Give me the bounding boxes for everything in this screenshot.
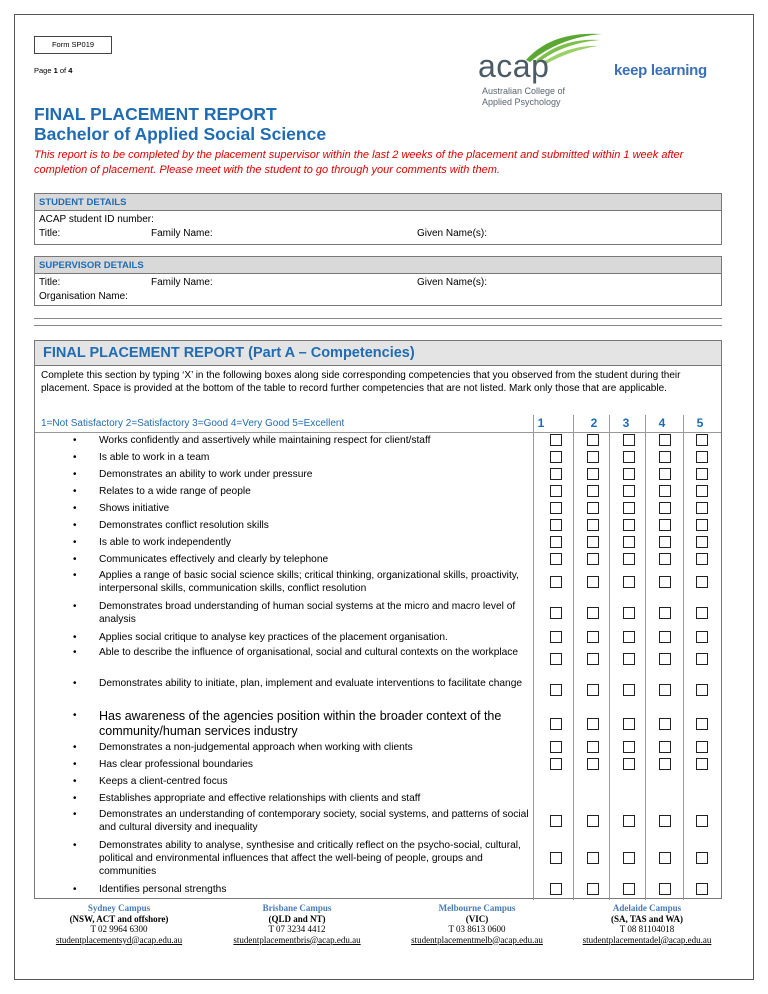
rating-checkbox-3[interactable] bbox=[623, 741, 635, 753]
rating-checkbox-3[interactable] bbox=[623, 607, 635, 619]
rating-checkbox-1[interactable] bbox=[550, 718, 562, 730]
rating-checkbox-5[interactable] bbox=[696, 684, 708, 696]
campus-phone: T 02 9964 6300 bbox=[90, 924, 148, 934]
rating-checkbox-4[interactable] bbox=[659, 468, 671, 480]
form-id: Form SP019 bbox=[51, 40, 95, 49]
student-details-heading: STUDENT DETAILS bbox=[35, 194, 721, 211]
supervisor-given-label[interactable]: Given Name(s): bbox=[417, 277, 488, 288]
scale-1: 1 bbox=[537, 416, 545, 430]
logo-subtitle bbox=[482, 86, 565, 108]
rating-checkbox-4[interactable] bbox=[659, 815, 671, 827]
page-current: 1 bbox=[53, 66, 58, 75]
rating-checkbox-2[interactable] bbox=[587, 553, 599, 565]
rating-checkbox-2[interactable] bbox=[587, 631, 599, 643]
rating-checkbox-3[interactable] bbox=[623, 553, 635, 565]
rating-checkbox-2[interactable] bbox=[587, 741, 599, 753]
rating-checkbox-5[interactable] bbox=[696, 741, 708, 753]
competency-text: Relates to a wide range of people bbox=[99, 486, 251, 497]
part-a-heading: FINAL PLACEMENT REPORT (Part A – Competencies) bbox=[35, 341, 721, 366]
campus-name: Adelaide Campus bbox=[612, 903, 682, 913]
campus-name: Brisbane Campus bbox=[262, 903, 332, 913]
student-title-label[interactable]: Title: bbox=[39, 228, 61, 239]
campus-contact bbox=[222, 903, 372, 945]
rating-checkbox-2[interactable] bbox=[587, 485, 599, 497]
rating-checkbox-4[interactable] bbox=[659, 536, 671, 548]
bullet-icon: • bbox=[73, 809, 77, 820]
supervisor-org-label[interactable]: Organisation Name: bbox=[39, 291, 128, 302]
rating-checkbox-5[interactable] bbox=[696, 758, 708, 770]
competency-text: Is able to work in a team bbox=[99, 452, 210, 463]
rating-checkbox-1[interactable] bbox=[550, 451, 562, 463]
divider bbox=[34, 318, 722, 319]
rating-checkbox-4[interactable] bbox=[659, 485, 671, 497]
rating-checkbox-5[interactable] bbox=[696, 536, 708, 548]
campus-name: Sydney Campus bbox=[87, 903, 151, 913]
rating-checkbox-2[interactable] bbox=[587, 434, 599, 446]
scale-5: 5 bbox=[696, 416, 704, 430]
scale-3: 3 bbox=[622, 416, 630, 430]
bullet-icon: • bbox=[73, 452, 77, 463]
bullet-icon: • bbox=[73, 840, 77, 851]
rating-checkbox-2[interactable] bbox=[587, 883, 599, 895]
competency-text: Is able to work independently bbox=[99, 537, 231, 548]
rating-checkbox-1[interactable] bbox=[550, 576, 562, 588]
logo-sub-line2: Applied Psychology bbox=[482, 97, 561, 107]
rating-checkbox-1[interactable] bbox=[550, 741, 562, 753]
rating-checkbox-2[interactable] bbox=[587, 502, 599, 514]
campus-email[interactable]: studentplacementmelb@acap.edu.au bbox=[411, 934, 543, 945]
logo-wordmark: acap bbox=[478, 48, 550, 84]
rating-scale-row bbox=[35, 415, 721, 433]
bullet-icon: • bbox=[73, 710, 77, 721]
campus-region: (NSW, ACT and offshore) bbox=[69, 913, 169, 924]
rating-checkbox-5[interactable] bbox=[696, 485, 708, 497]
rating-checkbox-2[interactable] bbox=[587, 519, 599, 531]
rating-checkbox-4[interactable] bbox=[659, 451, 671, 463]
campus-phone: T 08 81104018 bbox=[619, 924, 675, 934]
intro-instructions: This report is to be completed by the placement supervisor within the last 2 weeks of the placement and submitted within 1 week after completion of placement. Please meet with the student to go through your comments with them. bbox=[34, 149, 684, 176]
rating-checkbox-1[interactable] bbox=[550, 653, 562, 665]
competency-text: Demonstrates ability to analyse, synthesise and critically reflect on the psycho-social, cultural, political and environmental influences that affect the well-being of people, groups and communities bbox=[99, 840, 521, 877]
competency-text: Applies social critique to analyse key practices of the placement organisation. bbox=[99, 632, 448, 643]
rating-checkbox-1[interactable] bbox=[550, 684, 562, 696]
report-subtitle: Bachelor of Applied Social Science bbox=[34, 124, 327, 144]
rating-checkbox-3[interactable] bbox=[623, 883, 635, 895]
rating-checkbox-1[interactable] bbox=[550, 607, 562, 619]
rating-checkbox-4[interactable] bbox=[659, 434, 671, 446]
rating-checkbox-5[interactable] bbox=[696, 519, 708, 531]
campus-region: (QLD and NT) bbox=[268, 913, 326, 924]
rating-checkbox-5[interactable] bbox=[696, 653, 708, 665]
rating-checkbox-1[interactable] bbox=[550, 519, 562, 531]
bullet-icon: • bbox=[73, 537, 77, 548]
bullet-icon: • bbox=[73, 793, 77, 804]
rating-checkbox-5[interactable] bbox=[696, 718, 708, 730]
rating-checkbox-4[interactable] bbox=[659, 741, 671, 753]
rating-checkbox-4[interactable] bbox=[659, 684, 671, 696]
competency-text: Keeps a client-centred focus bbox=[99, 776, 228, 787]
campus-email[interactable]: studentplacementadel@acap.edu.au bbox=[582, 934, 712, 945]
bullet-icon: • bbox=[73, 776, 77, 787]
rating-checkbox-5[interactable] bbox=[696, 815, 708, 827]
rating-checkbox-5[interactable] bbox=[696, 553, 708, 565]
scale-4: 4 bbox=[658, 416, 666, 430]
student-family-label[interactable]: Family Name: bbox=[151, 228, 213, 239]
rating-checkbox-3[interactable] bbox=[623, 576, 635, 588]
col-divider bbox=[683, 415, 684, 900]
rating-checkbox-1[interactable] bbox=[550, 815, 562, 827]
divider bbox=[34, 325, 722, 326]
bullet-icon: • bbox=[73, 570, 77, 581]
rating-checkbox-1[interactable] bbox=[550, 852, 562, 864]
campus-email[interactable]: studentplacementbris@acap.edu.au bbox=[233, 934, 361, 945]
bullet-icon: • bbox=[73, 742, 77, 753]
competency-text: Demonstrates conflict resolution skills bbox=[99, 520, 269, 531]
rating-checkbox-5[interactable] bbox=[696, 631, 708, 643]
supervisor-details-heading: SUPERVISOR DETAILS bbox=[35, 257, 721, 274]
campus-region: (VIC) bbox=[465, 913, 489, 924]
rating-checkbox-1[interactable] bbox=[550, 553, 562, 565]
rating-checkbox-2[interactable] bbox=[587, 576, 599, 588]
page-number bbox=[34, 66, 72, 75]
competency-text: Able to describe the influence of organisational, social and cultural contexts on the workplace bbox=[99, 647, 519, 658]
campus-contact bbox=[566, 903, 728, 945]
bullet-icon: • bbox=[73, 503, 77, 514]
competency-text: Demonstrates ability to initiate, plan, implement and evaluate interventions to facilitate change bbox=[99, 678, 523, 689]
rating-checkbox-3[interactable] bbox=[623, 758, 635, 770]
page-of: of bbox=[57, 66, 69, 75]
campus-contact bbox=[34, 903, 204, 945]
rating-checkbox-5[interactable] bbox=[696, 502, 708, 514]
rating-scale-legend: 1=Not Satisfactory 2=Satisfactory 3=Good 4=Very Good 5=Excellent bbox=[41, 418, 345, 429]
rating-checkbox-2[interactable] bbox=[587, 607, 599, 619]
rating-checkbox-4[interactable] bbox=[659, 758, 671, 770]
rating-checkbox-2[interactable] bbox=[587, 815, 599, 827]
rating-checkbox-1[interactable] bbox=[550, 631, 562, 643]
competency-text: Communicates effectively and clearly by telephone bbox=[99, 554, 329, 565]
competency-text: Establishes appropriate and effective relationships with clients and staff bbox=[99, 793, 421, 804]
page-total: 4 bbox=[68, 66, 73, 75]
report-title: FINAL PLACEMENT REPORT bbox=[34, 104, 277, 124]
scale-2: 2 bbox=[590, 416, 598, 430]
rating-checkbox-5[interactable] bbox=[696, 434, 708, 446]
student-details-section bbox=[34, 193, 722, 245]
rating-checkbox-4[interactable] bbox=[659, 519, 671, 531]
competency-text: Applies a range of basic social science skills; critical thinking, organizational skills, proactivity, interpersonal skills, communication skills, conflict resolution bbox=[99, 570, 519, 594]
bullet-icon: • bbox=[73, 486, 77, 497]
rating-checkbox-2[interactable] bbox=[587, 653, 599, 665]
rating-checkbox-1[interactable] bbox=[550, 502, 562, 514]
campus-region: (SA, TAS and WA) bbox=[610, 913, 684, 924]
rating-checkbox-4[interactable] bbox=[659, 607, 671, 619]
rating-checkbox-1[interactable] bbox=[550, 536, 562, 548]
competency-text: Has clear professional boundaries bbox=[99, 759, 254, 770]
campus-phone: T 03 8613 0600 bbox=[448, 924, 506, 934]
bullet-icon: • bbox=[73, 647, 77, 658]
student-id-label[interactable]: ACAP student ID number: bbox=[39, 214, 154, 225]
form-id-box bbox=[34, 36, 112, 54]
supervisor-details-section bbox=[34, 256, 722, 306]
rating-checkbox-2[interactable] bbox=[587, 852, 599, 864]
campus-phone: T 07 3234 4412 bbox=[268, 924, 326, 934]
rating-checkbox-1[interactable] bbox=[550, 883, 562, 895]
bullet-icon: • bbox=[73, 678, 77, 689]
col-divider bbox=[645, 415, 646, 900]
bullet-icon: • bbox=[73, 435, 77, 446]
rating-checkbox-3[interactable] bbox=[623, 468, 635, 480]
rating-checkbox-5[interactable] bbox=[696, 883, 708, 895]
rating-checkbox-2[interactable] bbox=[587, 451, 599, 463]
rating-checkbox-3[interactable] bbox=[623, 502, 635, 514]
rating-checkbox-4[interactable] bbox=[659, 631, 671, 643]
part-a-description: Complete this section by typing ‘X’ in the following boxes along side corresponding competencies that you observed from the student during their placement. Space is provided at the bottom of the table to record further competencies that are not listed. Mark only those that are applicable. bbox=[41, 370, 681, 394]
rating-checkbox-2[interactable] bbox=[587, 758, 599, 770]
campus-email[interactable]: studentplacementsyd@acap.edu.au bbox=[55, 934, 183, 945]
rating-checkbox-4[interactable] bbox=[659, 883, 671, 895]
competency-text: Has awareness of the agencies position within the broader context of the community/human services industry bbox=[99, 709, 502, 738]
tagline: keep learning bbox=[614, 62, 707, 79]
rating-checkbox-4[interactable] bbox=[659, 653, 671, 665]
student-details-body bbox=[35, 211, 721, 243]
rating-checkbox-1[interactable] bbox=[550, 468, 562, 480]
rating-checkbox-3[interactable] bbox=[623, 852, 635, 864]
rating-checkbox-3[interactable] bbox=[623, 815, 635, 827]
rating-checkbox-5[interactable] bbox=[696, 576, 708, 588]
rating-checkbox-3[interactable] bbox=[623, 519, 635, 531]
rating-checkbox-3[interactable] bbox=[623, 653, 635, 665]
rating-checkbox-3[interactable] bbox=[623, 485, 635, 497]
competency-text: Demonstrates broad understanding of human social systems at the micro and macro level of analysis bbox=[99, 601, 516, 625]
bullet-icon: • bbox=[73, 601, 77, 612]
bullet-icon: • bbox=[73, 632, 77, 643]
rating-checkbox-3[interactable] bbox=[623, 451, 635, 463]
rating-checkbox-5[interactable] bbox=[696, 468, 708, 480]
rating-checkbox-4[interactable] bbox=[659, 502, 671, 514]
rating-checkbox-4[interactable] bbox=[659, 553, 671, 565]
bullet-icon: • bbox=[73, 759, 77, 770]
supervisor-title-label[interactable]: Title: bbox=[39, 277, 61, 288]
rating-checkbox-2[interactable] bbox=[587, 718, 599, 730]
rating-checkbox-4[interactable] bbox=[659, 852, 671, 864]
rating-checkbox-1[interactable] bbox=[550, 485, 562, 497]
bullet-icon: • bbox=[73, 520, 77, 531]
page-label: Page bbox=[34, 66, 54, 75]
student-given-label[interactable]: Given Name(s): bbox=[417, 228, 488, 239]
rating-checkbox-5[interactable] bbox=[696, 852, 708, 864]
acap-logo bbox=[478, 34, 718, 114]
bullet-icon: • bbox=[73, 554, 77, 565]
rating-checkbox-2[interactable] bbox=[587, 468, 599, 480]
rating-checkbox-5[interactable] bbox=[696, 451, 708, 463]
logo-sub-line1: Australian College of bbox=[482, 86, 566, 96]
col-divider bbox=[609, 415, 610, 900]
rating-checkbox-3[interactable] bbox=[623, 718, 635, 730]
competency-text: Demonstrates a non-judgemental approach when working with clients bbox=[99, 742, 413, 753]
supervisor-family-label[interactable]: Family Name: bbox=[151, 277, 213, 288]
campus-name: Melbourne Campus bbox=[438, 903, 516, 913]
bullet-icon: • bbox=[73, 884, 77, 895]
bullet-icon: • bbox=[73, 469, 77, 480]
rating-checkbox-4[interactable] bbox=[659, 576, 671, 588]
rating-checkbox-1[interactable] bbox=[550, 434, 562, 446]
rating-checkbox-2[interactable] bbox=[587, 684, 599, 696]
rating-checkbox-2[interactable] bbox=[587, 536, 599, 548]
competency-text: Works confidently and assertively while maintaining respect for client/staff bbox=[99, 435, 431, 446]
competency-text: Demonstrates an understanding of contemporary society, social systems, and patterns of social and cultural diversity and inequality bbox=[99, 809, 529, 833]
rating-checkbox-3[interactable] bbox=[623, 684, 635, 696]
rating-checkbox-1[interactable] bbox=[550, 758, 562, 770]
col-divider bbox=[573, 415, 574, 900]
campus-contact bbox=[392, 903, 562, 945]
rating-checkbox-5[interactable] bbox=[696, 607, 708, 619]
competency-text: Shows initiative bbox=[99, 503, 170, 514]
supervisor-details-body bbox=[35, 274, 721, 306]
rating-checkbox-3[interactable] bbox=[623, 434, 635, 446]
rating-checkbox-4[interactable] bbox=[659, 718, 671, 730]
competency-text: Demonstrates an ability to work under pressure bbox=[99, 469, 313, 480]
competency-text: Identifies personal strengths bbox=[99, 884, 227, 895]
part-a-competencies bbox=[34, 340, 722, 899]
rating-checkbox-3[interactable] bbox=[623, 536, 635, 548]
rating-checkbox-3[interactable] bbox=[623, 631, 635, 643]
